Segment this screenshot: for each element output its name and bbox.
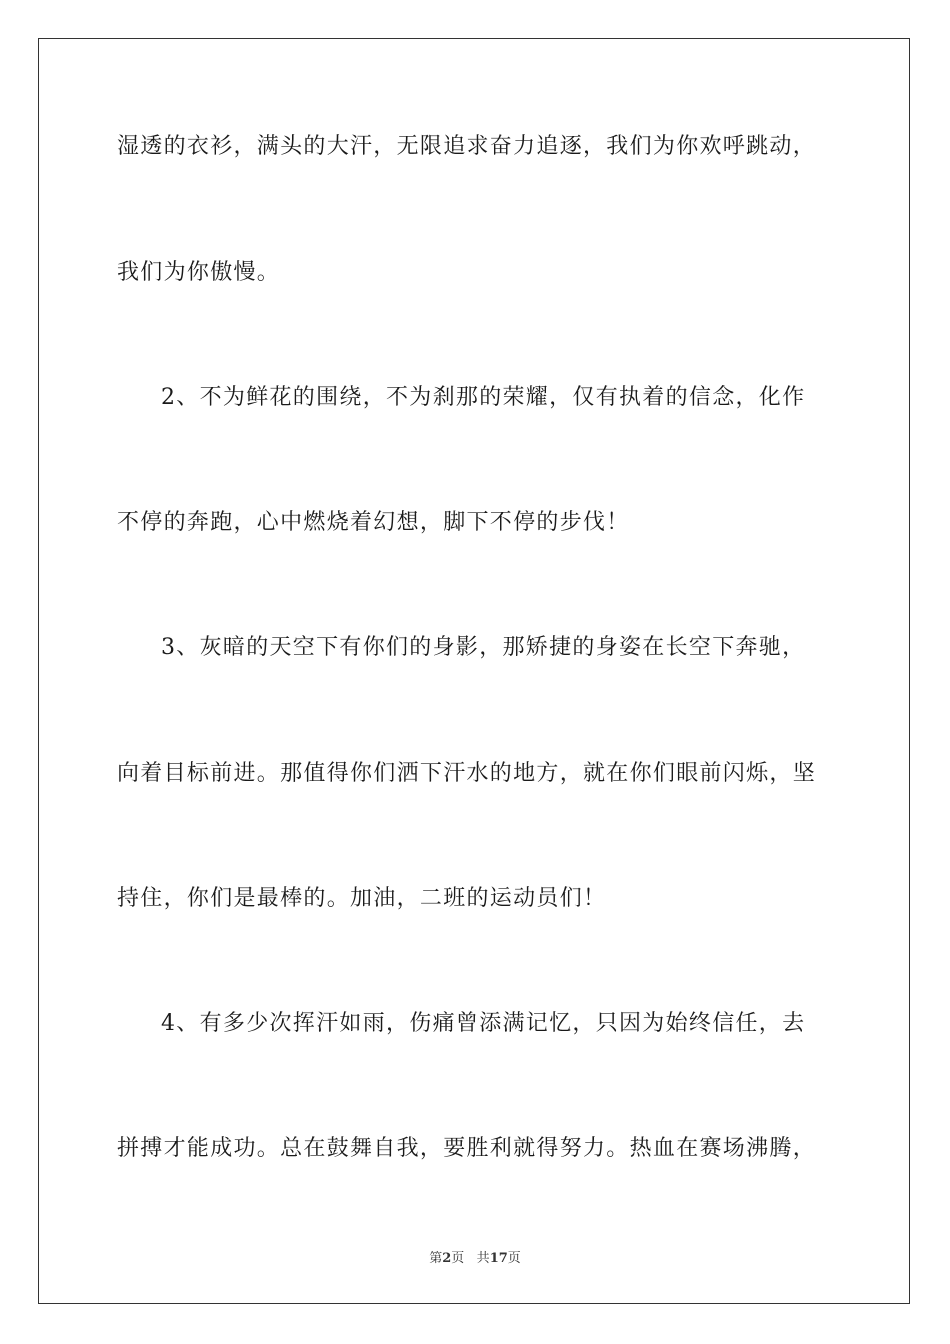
paragraph-line: 拼搏才能成功。总在鼓舞自我，要胜利就得努力。热血在赛场沸腾， — [117, 1136, 817, 1161]
paragraph-line: 不停的奔跑，心中燃烧着幻想，脚下不停的步伐！ — [117, 510, 630, 535]
paragraph-line: 湿透的衣衫，满头的大汗，无限追求奋力追逐，我们为你欢呼跳动， — [117, 134, 817, 159]
total-pages: 17 — [489, 1251, 508, 1266]
page-number: 2 — [442, 1251, 452, 1266]
paragraph-line: 4、有多少次挥汗如雨，伤痛曾添满记忆，只因为始终信任，去 — [161, 1011, 806, 1036]
page-footer — [0, 1247, 950, 1266]
paragraph-line: 2、不为鲜花的围绕，不为刹那的荣耀，仅有执着的信念，化作 — [161, 385, 806, 410]
page-frame — [38, 38, 910, 1304]
paragraph-line: 3、灰暗的天空下有你们的身影，那矫捷的身姿在长空下奔驰， — [161, 635, 806, 660]
paragraph-line: 持住，你们是最棒的。加油，二班的运动员们！ — [117, 886, 607, 911]
total-suffix: 页 — [507, 1251, 521, 1266]
page-suffix: 页 — [451, 1251, 465, 1266]
page-prefix: 第 — [429, 1251, 443, 1266]
total-prefix: 共 — [476, 1251, 490, 1266]
paragraph-line: 我们为你傲慢。 — [117, 260, 281, 285]
paragraph-line: 向着目标前进。那值得你们洒下汗水的地方，就在你们眼前闪烁，坚 — [117, 761, 817, 786]
